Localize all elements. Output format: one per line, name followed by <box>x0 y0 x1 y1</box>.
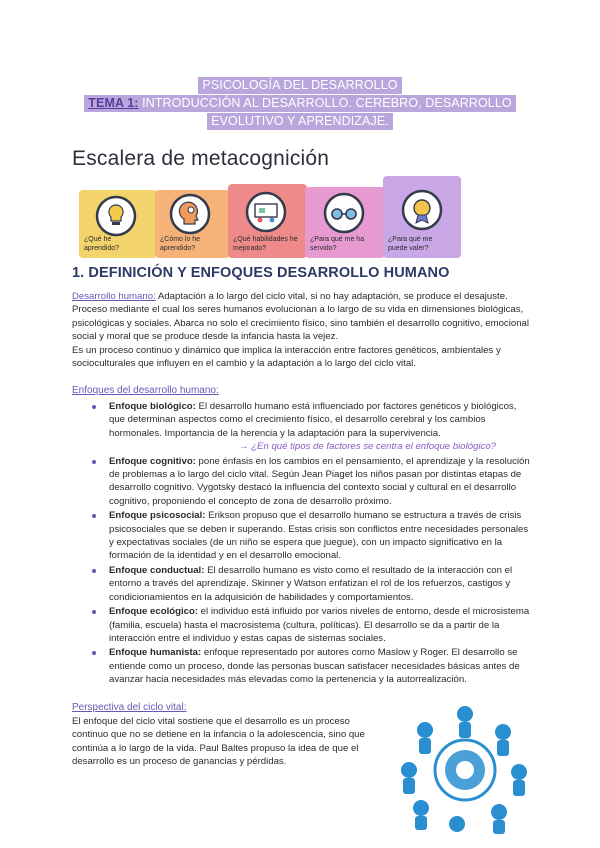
enfoque-name: Enfoque humanista: <box>109 647 202 659</box>
ladder-step-1 <box>79 190 157 258</box>
escalera-title: Escalera de metacognición <box>72 147 330 170</box>
ladder-step-3 <box>228 184 307 258</box>
ladder-step-4-caption: ¿Para qué me ha servido? <box>310 236 365 252</box>
definition-label: Desarrollo humano: <box>72 291 156 302</box>
list-item <box>72 400 534 454</box>
tema-prefix: TEMA 1: <box>88 96 139 110</box>
ladder-step-1-caption: ¿Qué he aprendido? <box>84 236 120 252</box>
study-question: → ¿En qué tipos de factores se centra el enfoque biológico? <box>238 441 496 453</box>
bullet-icon <box>92 569 96 573</box>
enfoque-text: Erikson propuso que el desarrollo humano se estructura a través de crisis psicosociales que se deben ir superando. Estas crisis son conflictos entre necesidades personales y expectativas sociales (de un niño se espera que juegue), con un impacto significativo en la formación de la identidad y en el desarrollo emocional. <box>109 510 529 562</box>
ciclo-vital-text: El enfoque del ciclo vital sostiene que el desarrollo es un proceso continuo que no se detiene en la infancia o la adolescencia, sino que continúa a lo largo de la vida. Paul Baltes propuso la idea de que el desarrollo es un proceso de ganancias y pérdidas. <box>72 716 365 768</box>
enfoque-text: enfoque representado por autores como Maslow y Roger. El desarrollo se entiende como un proceso, donde las personas buscan satisfacer necesidades básicas antes de avanzar hacia necesidades más elevadas como la pertenencia y la autorrealización. <box>109 647 520 686</box>
medal-icon <box>399 188 445 232</box>
tema-title-rest: INTRODUCCIÓN AL DESARROLLO. CEREBRO, DESARROLLO <box>138 96 512 110</box>
ladder-step-5 <box>383 176 461 258</box>
enfoque-name: Enfoque biológico: <box>109 401 196 412</box>
bullet-icon <box>92 460 96 464</box>
presentation-icon <box>243 190 289 234</box>
section-heading: 1. DEFINICIÓN Y ENFOQUES DESARROLLO HUMANO <box>72 265 450 281</box>
enfoque-text: El desarrollo humano está influenciado por factores genéticos y biológicos, que determinan aspectos como el crecimiento físico, el desarrollo cerebral y los cambios hormonales. Importancia de la herencia y la adaptación para la supervivencia. <box>109 401 517 439</box>
subject-title: PSICOLOGÍA DEL DESARROLLO <box>198 77 401 94</box>
bullet-icon <box>92 405 96 409</box>
enfoques-title: Enfoques del desarrollo humano: <box>72 385 219 396</box>
bullet-icon <box>92 514 96 518</box>
ladder-step-5-caption: ¿Para qué me puede valer? <box>388 236 433 252</box>
list-item <box>72 509 534 563</box>
tema-title-line-3: EVOLUTIVO Y APRENDIZAJE. <box>207 113 393 130</box>
bullet-icon <box>92 610 96 614</box>
enfoque-text: pone énfasis en los cambios en el pensamiento, el aprendizaje y la resolución de problemas a lo largo del ciclo vital. Según Jean Piaget los niños pasan por distintas etapas de desarrollo cognitivo. Vygotsky destacó la influencia del contexto social y cultural en el desarrollo cognitivo, proponiendo el concepto de zona de desarrollo próximo. <box>109 455 530 507</box>
ladder-step-3-caption: ¿Qué habilidades he mejorado? <box>233 236 298 252</box>
enfoque-name: Enfoque cognitivo: <box>109 455 196 467</box>
head-thinking-icon <box>167 192 213 236</box>
enfoque-text: El desarrollo humano es visto como el resultado de la interacción con el entorno a través del aprendizaje. Skinner y Watson enfatizan el rol de los refuerzos, castigos y condicionamientos en la adquisición de habilidades y comportamientos. <box>109 564 513 603</box>
ladder-step-2 <box>155 190 230 258</box>
enfoque-name: Enfoque ecológico: <box>109 606 199 618</box>
list-item <box>72 564 534 604</box>
definition-text: Adaptación a lo largo del ciclo vital, si no hay adaptación, se produce el desajuste. Proceso mediante el cual los seres humanos evolucionan a lo largo de su vida en dimensiones biológicas, psicológicas y sociales. Abarca no solo el crecimiento físico, sino también el desarrollo cognitivo, emocional social y moral que se produce desde la infancia hasta la vejez. <box>72 291 529 343</box>
tema-title-line <box>84 95 515 112</box>
list-item <box>72 646 534 686</box>
ciclo-vital-title: Perspectiva del ciclo vital: <box>72 702 187 713</box>
document-header <box>0 76 600 130</box>
enfoques-list <box>72 400 534 688</box>
glasses-icon <box>321 191 367 235</box>
ladder-step-4 <box>305 187 385 258</box>
lightbulb-icon <box>93 194 139 238</box>
list-item <box>72 455 534 509</box>
list-item <box>72 605 534 645</box>
enfoque-text: el individuo está influido por varios niveles de entorno, desde el microsistema (familia, escuela) hasta el macrosistema (cultura, políticas). El desarrollo se da a partir de la interacción entre el individuo y estas capas de sistemas sociales. <box>109 606 530 644</box>
life-cycle-circle-icon <box>395 700 535 840</box>
enfoque-name: Enfoque psicosocial: <box>109 510 206 522</box>
bullet-icon <box>92 651 96 655</box>
definition-paragraph <box>72 290 534 370</box>
enfoque-name: Enfoque conductual: <box>109 564 205 576</box>
definition-text-2: Es un proceso continuo y dinámico que implica la interacción entre factores genéticos, ambientales y socioculturales que influyen en el cambio y la adaptación a lo largo del ciclo vital. <box>72 344 501 370</box>
ladder-step-2-caption: ¿Cómo lo he aprendido? <box>160 236 201 252</box>
